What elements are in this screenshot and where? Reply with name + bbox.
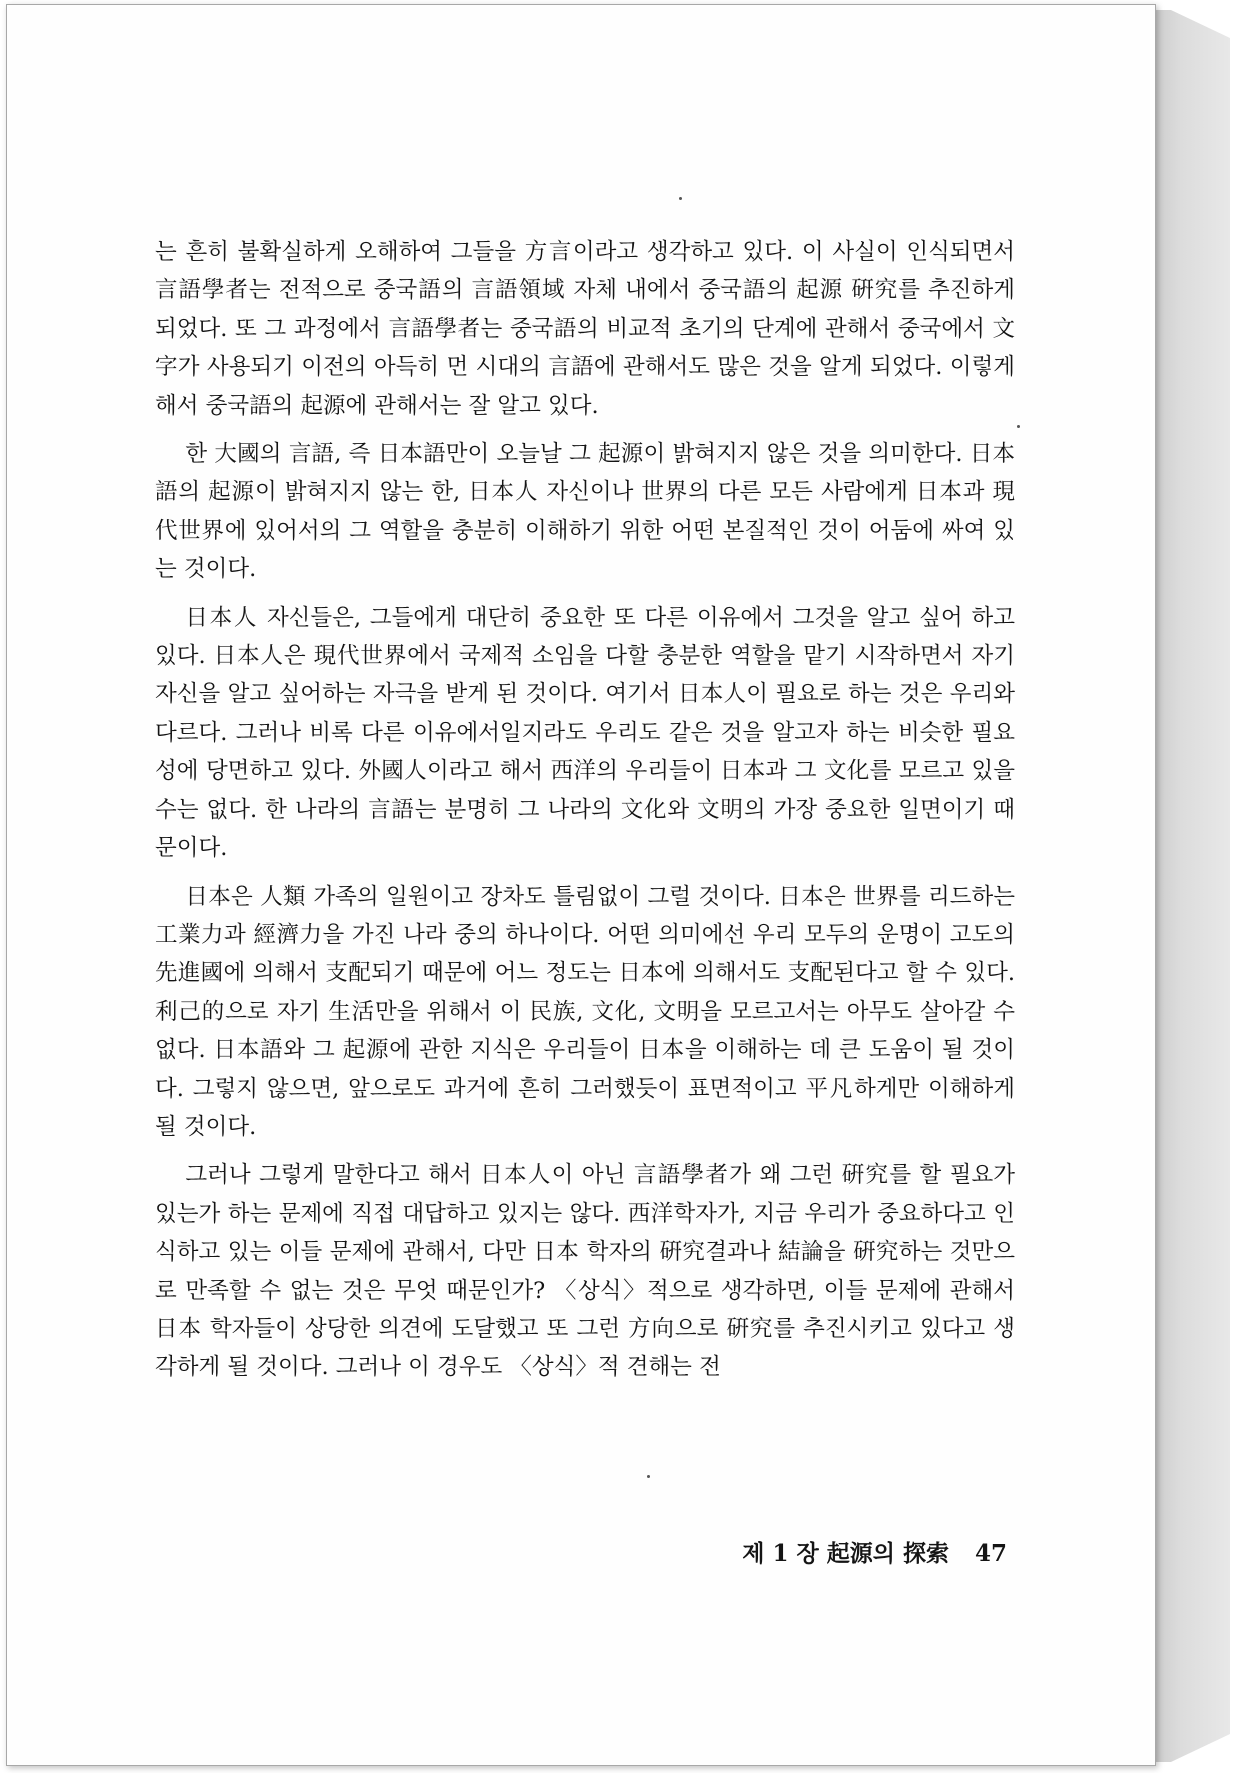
- page-edge-shadow: [1148, 10, 1230, 1762]
- paragraph-5: 그러나 그렇게 말한다고 해서 日本人이 아닌 言語學者가 왜 그런 硏究를 할 필요가 있는가 하는 문제에 직접 대답하고 있지는 않다. 西洋학자가, 지금 우리가 중요하다고 인식하고 있는 이들 문제에 관해서, 다만 日本 학자의 硏究결과나 結論을 硏究하는 것만으로 만족할 수 없는 것은 무엇 때문인가? 〈상식〉적으로 생각하면, 이들 문제에 관해서 日本 학자들이 상당한 의견에 도달했고 또 그런 方向으로 硏究를 추진시키고 있다고 생각하게 될 것이다. 그러나 이 경우도 〈상식〉적 견해는 전: [155, 1162, 1015, 1381]
- book-page: [6, 4, 1156, 1766]
- scan-speck: [647, 1475, 650, 1478]
- paragraph-2: 한 大國의 言語, 즉 日本語만이 오늘날 그 起源이 밝혀지지 않은 것을 의미한다. 日本語의 起源이 밝혀지지 않는 한, 日本人 자신이나 世界의 다른 모든 사람에게 日本과 現代世界에 있어서의 그 역할을 충분히 이해하기 위한 어떤 본질적인 것이 어둠에 싸여 있는 것이다.: [155, 441, 1015, 583]
- paragraph-4: 日本은 人類 가족의 일원이고 장차도 틀림없이 그럴 것이다. 日本은 世界를 리드하는 工業力과 經濟力을 가진 나라 중의 하나이다. 어떤 의미에선 우리 모두의 운명이 고도의 先進國에 의해서 支配되기 때문에 어느 정도는 日本에 의해서도 支配된다고 할 수 있다. 利己的으로 자기 生活만을 위해서 이 民族, 文化, 文明을 모르고서는 아무도 살아갈 수 없다. 日本語와 그 起源에 관한 지식은 우리들이 日本을 이해하는 데 큰 도움이 될 것이다. 그렇지 않으면, 앞으로도 과거에 흔히 그러했듯이 표면적이고 平凡하게만 이해하게 될 것이다.: [155, 883, 1015, 1140]
- scan-speck: [679, 197, 682, 200]
- running-footer: [727, 1535, 1007, 1568]
- page-number: 47: [974, 1540, 1007, 1567]
- paragraph-1: 는 흔히 불확실하게 오해하여 그들을 方言이라고 생각하고 있다. 이 사실이 인식되면서 言語學者는 전적으로 중국語의 言語領域 자체 내에서 중국語의 起源 硏究를 추진하게 되었다. 또 그 과정에서 言語學者는 중국語의 비교적 초기의 단계에 관해서 중국에서 文字가 사용되기 이전의 아득히 먼 시대의 言語에 관해서도 많은 것을 알게 되었다. 이렇게 해서 중국語의 起源에 관해서는 잘 알고 있다.: [155, 239, 1015, 419]
- scan-speck: [1017, 425, 1020, 428]
- paragraph-3: 日本人 자신들은, 그들에게 대단히 중요한 또 다른 이유에서 그것을 알고 싶어 하고 있다. 日本人은 現代世界에서 국제적 소임을 다할 충분한 역할을 맡기 시작하면서 자기자신을 알고 싶어하는 자극을 받게 된 것이다. 여기서 日本人이 필요로 하는 것은 우리와 다르다. 그러나 비록 다른 이유에서일지라도 우리도 같은 것을 알고자 하는 비슷한 필요성에 당면하고 있다. 外國人이라고 해서 西洋의 우리들이 日本과 그 文化를 모르고 있을 수는 없다. 한 나라의 言語는 분명히 그 나라의 文化와 文明의 가장 중요한 일면이기 때문이다.: [155, 604, 1015, 862]
- body-text: [155, 233, 1015, 1387]
- chapter-label: 제 1 장: [742, 1540, 819, 1567]
- section-title: 起源의 探索: [826, 1540, 949, 1567]
